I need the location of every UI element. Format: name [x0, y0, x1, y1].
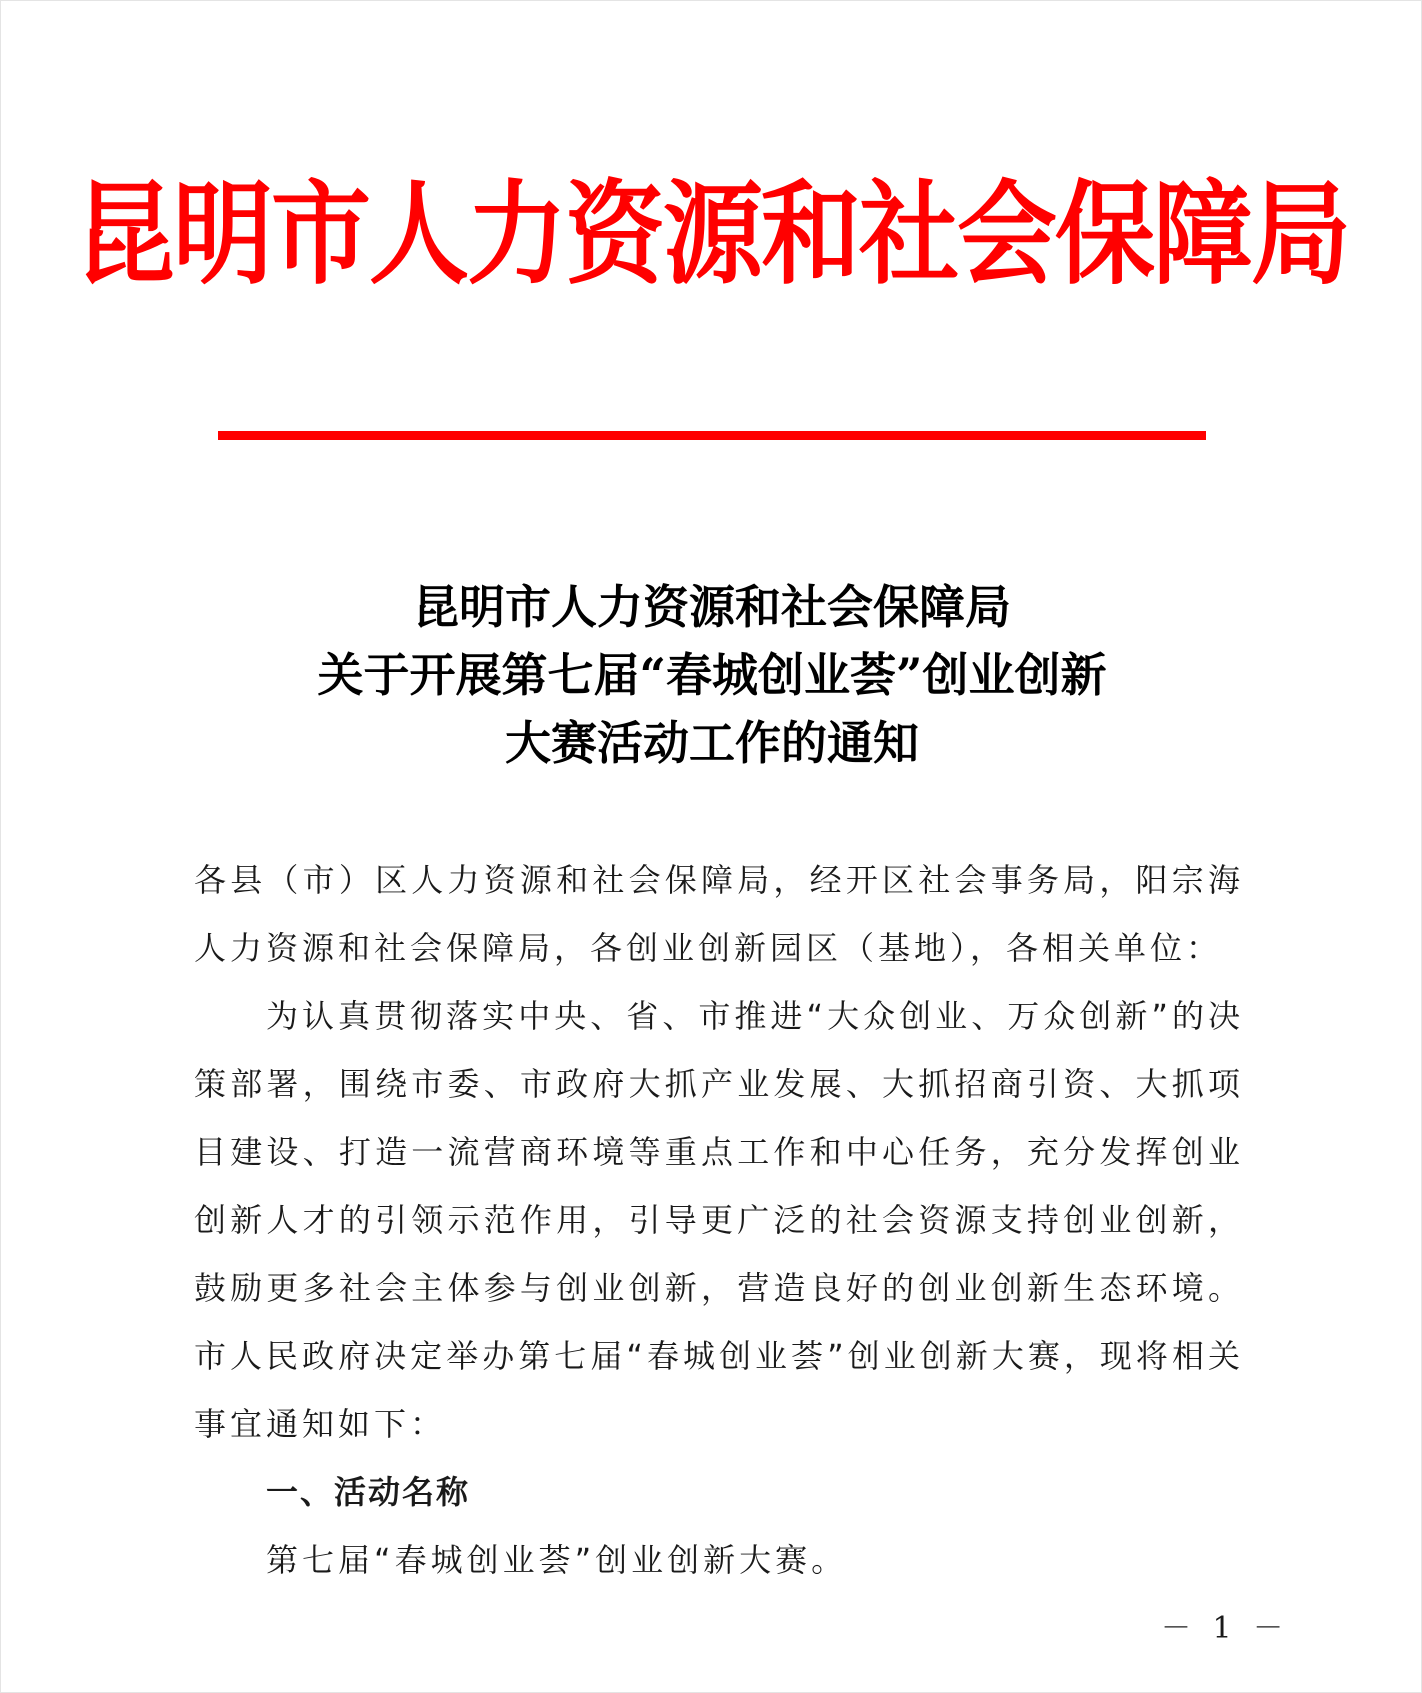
title-line-2: 关于开展第七届“春城创业荟”创业创新	[317, 648, 1107, 702]
title-line-1: 昆明市人力资源和社会保障局	[413, 580, 1011, 634]
recipients-paragraph: 各县（市）区人力资源和社会保障局，经开区社会事务局，阳宗海人力资源和社会保障局，各创业创新园区（基地），各相关单位：	[194, 861, 1244, 967]
page-number: － 1 －	[1161, 1611, 1290, 1646]
title-line-3: 大赛活动工作的通知	[505, 716, 919, 770]
intro-paragraph: 为认真贯彻落实中央、省、市推进“大众创业、万众创新”的决策部署，围绕市委、市政府大抓产业发展、大抓招商引资、大抓项目建设、打造一流营商环境等重点工作和中心任务，充分发挥创业创新人才的引领示范作用，引导更广泛的社会资源支持创业创新，鼓励更多社会主体参与创业创新，营造良好的创业创新生态环境。市人民政府决定举办第七届“春城创业荟”创业创新大赛，现将相关事宜通知如下：	[194, 997, 1244, 1443]
section-1-text: 第七届“春城创业荟”创业创新大赛。	[266, 1541, 848, 1579]
document-body	[194, 846, 1244, 1594]
section-1-heading: 一、活动名称	[266, 1473, 471, 1511]
document-title	[1, 573, 1422, 777]
red-divider-rule	[218, 431, 1206, 440]
agency-red-header: 昆明市人力资源和社会保障局	[75, 167, 1349, 300]
